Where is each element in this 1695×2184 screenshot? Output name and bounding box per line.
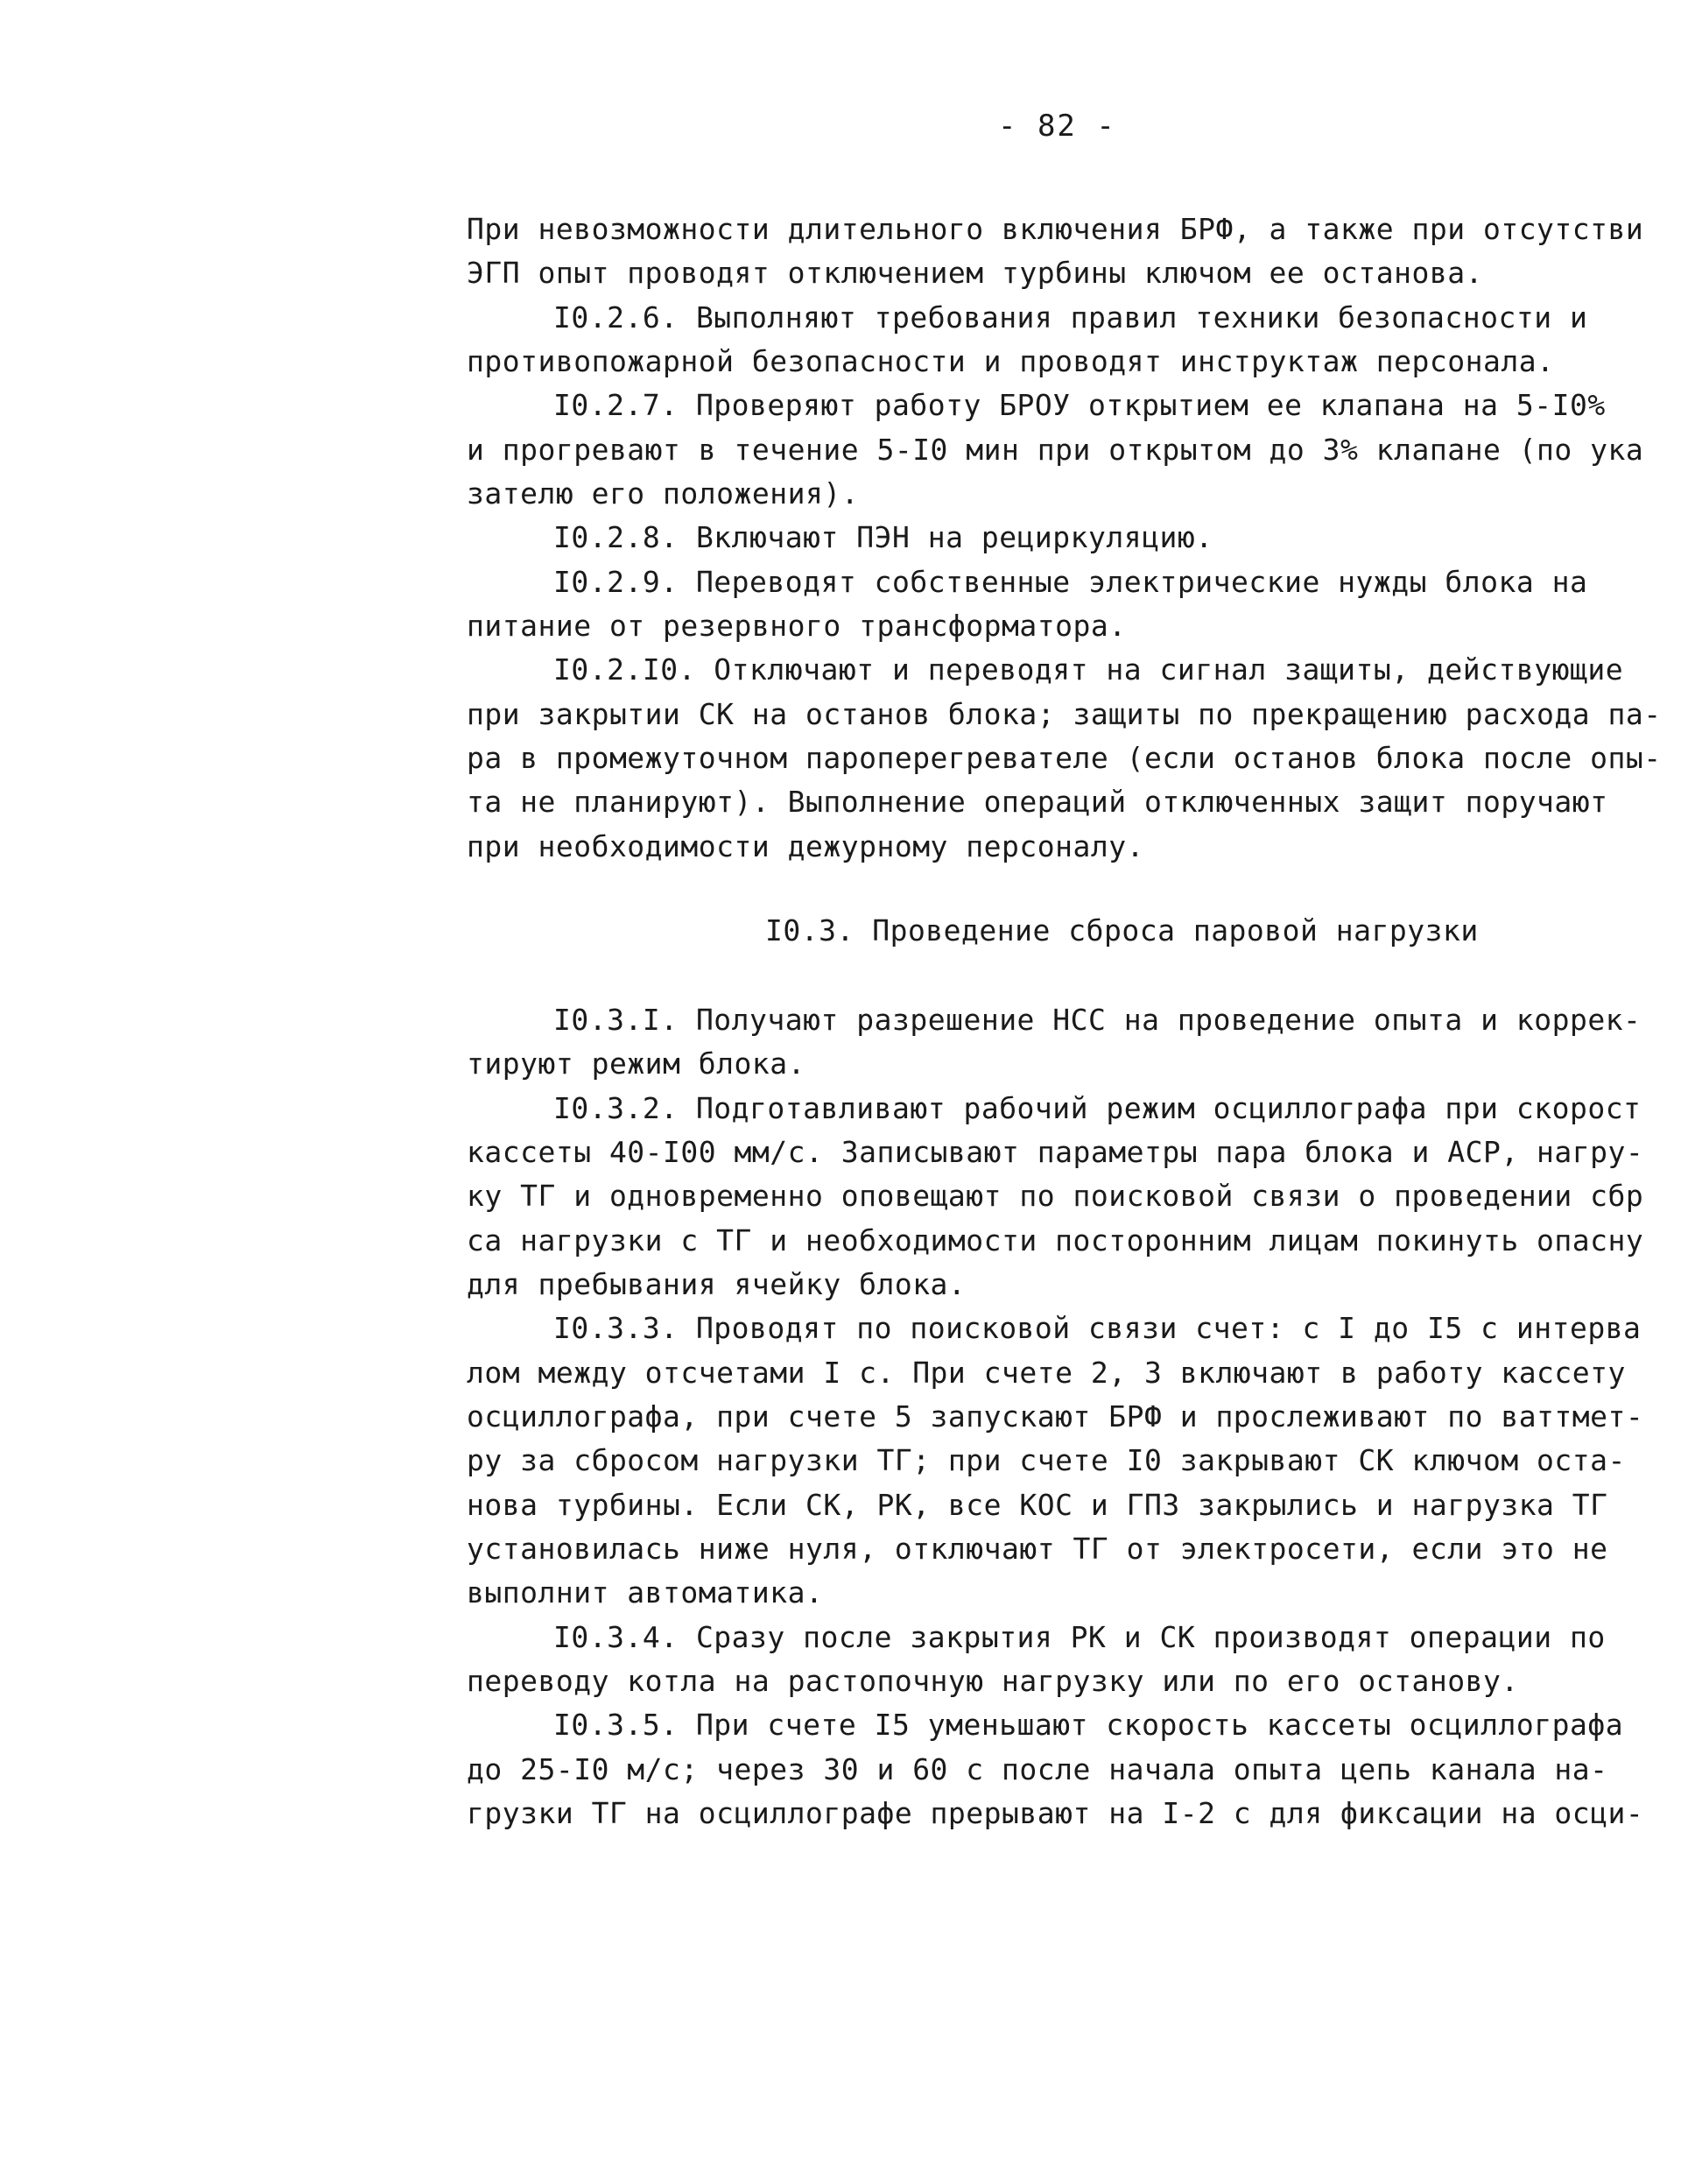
text-line: осциллографа, при счете 5 запускают БРФ и прослеживают по ваттмет- [467,1399,1644,1434]
text-line: ЭГП опыт проводят отключением турбины ключом ее останова. [467,256,1483,290]
text-line: при необходимости дежурному персоналу. [467,829,1144,863]
text-line: I0.3.4. Сразу после закрытия РК и СК производят операции по [553,1620,1606,1654]
text-line: са нагрузки с ТГ и необходимости посторонним лицам покинуть опасну [467,1223,1644,1258]
text-line: выполнит автоматика. [467,1575,824,1610]
text-line: противопожарной безопасности и проводят инструктаж персонала. [467,344,1555,378]
text-line: I0.3.2. Подготавливают рабочий режим осциллографа при скорост [553,1091,1642,1125]
text-line: грузки ТГ на осциллографе прерывают на I-2 с для фиксации на осци- [467,1796,1644,1830]
page-number: - 82 - [998,109,1116,144]
text-line: I0.2.9. Переводят собственные электрические нужды блока на [553,565,1588,599]
text-line: переводу котла на растопочную нагрузку или по его останову. [467,1664,1519,1698]
text-line: При невозможности длительного включения БРФ, а также при отсутстви [467,212,1644,246]
text-line: лом между отсчетами I с. При счете 2, 3 включают в работу кассету [467,1356,1626,1390]
text-line: кассеты 40-I00 мм/с. Записывают параметры пара блока и АСР, нагру- [467,1135,1644,1169]
text-line: I0.3.3. Проводят по поисковой связи счет: с I до I5 с интерва [553,1311,1642,1345]
text-line: для пребывания ячейку блока. [467,1267,967,1301]
section-heading: I0.3. Проведение сброса паровой нагрузки [765,913,1479,948]
text-line: I0.2.8. Включают ПЭН на рециркуляцию. [553,520,1213,554]
text-line: нова турбины. Если СК, РК, все КОС и ГПЗ закрылись и нагрузка ТГ [467,1488,1608,1522]
text-line: при закрытии СК на останов блока; защиты по прекращению расхода па- [467,697,1662,731]
text-line: до 25-I0 м/с; через 30 и 60 с после начала опыта цепь канала на- [467,1752,1608,1786]
text-line: I0.2.I0. Отключают и переводят на сигнал защиты, действующие [553,652,1624,687]
text-line: ку ТГ и одновременно оповещают по поисковой связи о проведении сбр [467,1179,1644,1213]
text-line: установилась ниже нуля, отключают ТГ от электросети, если это не [467,1532,1608,1566]
text-line: та не планируют). Выполнение операций отключенных защит поручают [467,785,1608,819]
text-line: I0.2.7. Проверяют работу БРОУ открытием ее клапана на 5-I0% [553,388,1606,422]
text-line: ру за сбросом нагрузки ТГ; при счете I0 закрывают СК ключом оста- [467,1443,1626,1477]
text-line: и прогревают в течение 5-I0 мин при открытом до 3% клапане (по ука [467,433,1644,467]
text-line: I0.3.5. При счете I5 уменьшают скорость кассеты осциллографа [553,1708,1624,1742]
text-line: зателю его положения). [467,476,860,511]
text-line: тируют режим блока. [467,1046,805,1081]
text-line: I0.2.6. Выполняют требования правил техники безопасности и [553,300,1588,335]
text-line: питание от резервного трансформатора. [467,609,1127,643]
text-line: I0.3.I. Получают разрешение НСС на проведение опыта и коррек- [553,1003,1642,1037]
text-line: ра в промежуточном пароперегревателе (если останов блока после опы- [467,741,1662,775]
